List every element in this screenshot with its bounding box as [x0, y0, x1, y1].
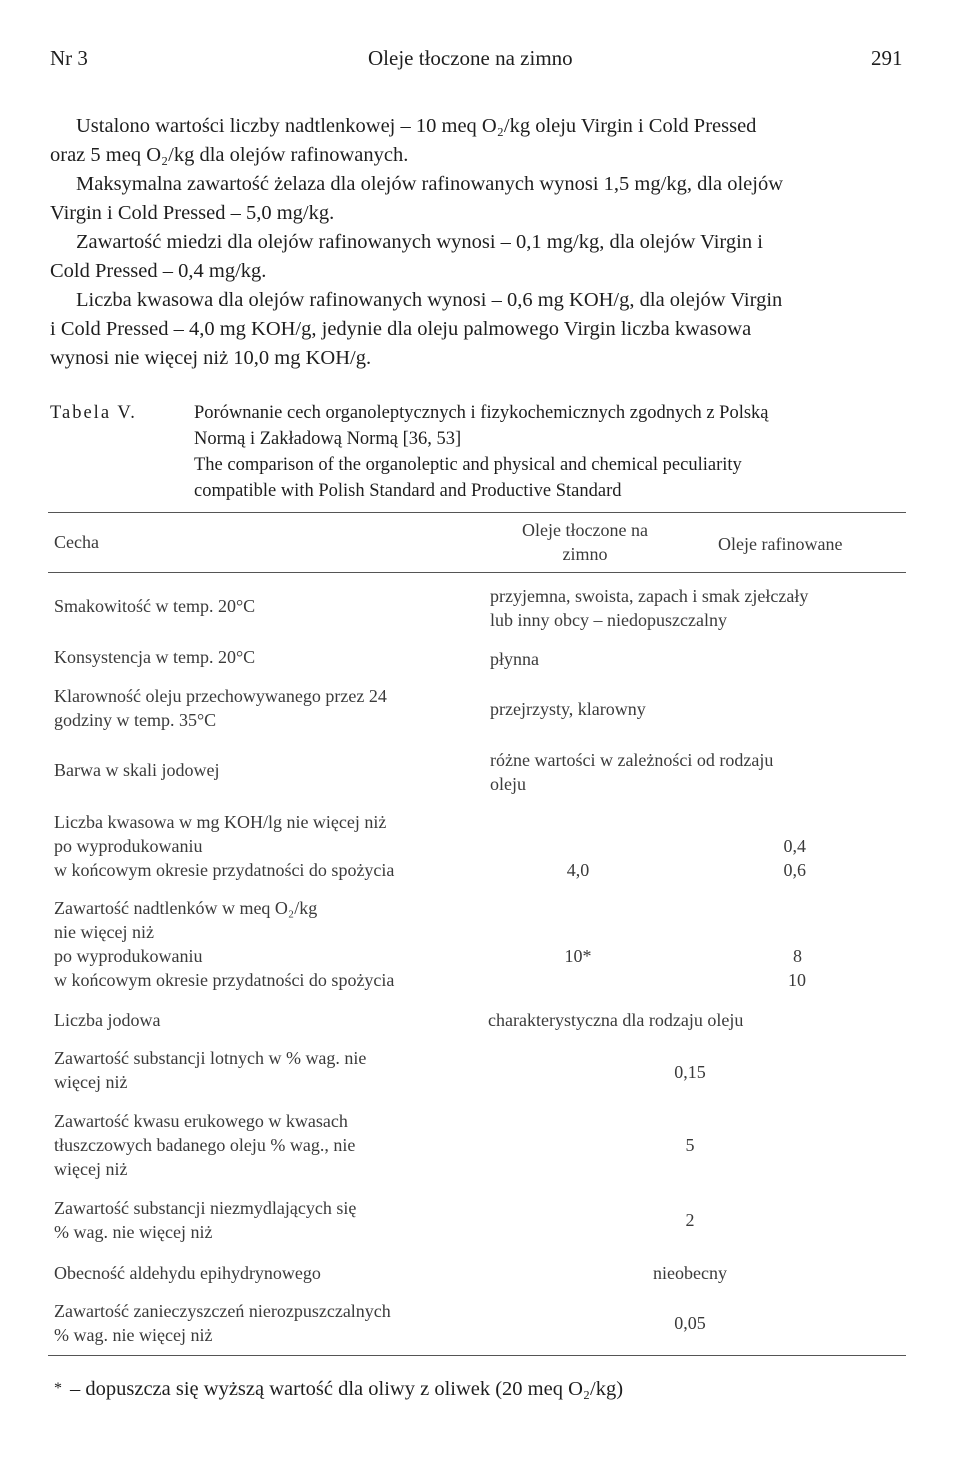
table-row-feature: tłuszczowych badanego oleju % wag., nie	[54, 1135, 356, 1155]
table-row-value: płynna	[490, 649, 539, 669]
table-row-feature: Zawartość nadtlenków w meq O₂/kg	[54, 898, 318, 918]
caption-line: The comparison of the organoleptic and physical and chemical peculiarity	[194, 455, 742, 475]
table-row-value: 0,6	[783, 860, 806, 880]
header-cold-pressed: Oleje tłoczone na	[522, 520, 648, 540]
table-row-feature: w końcowym okresie przydatności do spożycia	[54, 970, 395, 990]
caption-line: Normą i Zakładową Normą [36, 53]	[194, 429, 462, 449]
table-row-feature: % wag. nie więcej niż	[54, 1222, 213, 1242]
table-row-value: 2	[685, 1210, 695, 1230]
table-row-value: 4,0	[566, 860, 590, 880]
body-line: Maksymalna zawartość żelaza dla olejów rafinowanych wynosi 1,5 mg/kg, dla olejów	[76, 173, 784, 195]
table-row-feature: w końcowym okresie przydatności do spożycia	[54, 860, 395, 880]
page-number: 291	[871, 46, 903, 70]
table-row-value: przyjemna, swoista, zapach i smak zjełczały	[490, 586, 809, 606]
table-row-feature: Barwa w skali jodowej	[54, 760, 220, 780]
table-row-value: nieobecny	[653, 1263, 727, 1283]
table-label: Tabela V.	[50, 403, 137, 423]
table-row-feature: Liczba jodowa	[54, 1010, 161, 1030]
table-row-value: przejrzysty, klarowny	[490, 699, 646, 719]
body-line: wynosi nie więcej niż 10,0 mg KOH/g.	[50, 347, 372, 369]
table-row-feature: więcej niż	[54, 1159, 128, 1179]
body-line: Zawartość miedzi dla olejów rafinowanych wynosi – 0,1 mg/kg, dla olejów Virgin i	[76, 231, 763, 253]
table-bottom-rule	[48, 1355, 906, 1356]
caption-line: compatible with Polish Standard and Productive Standard	[194, 481, 622, 501]
table-row-value: 8	[793, 946, 802, 966]
header-refined: Oleje rafinowane	[718, 534, 843, 554]
table-row-feature: Zawartość substancji niezmydlających się	[54, 1198, 357, 1218]
table-row-value: lub inny obcy – niedopuszczalny	[490, 610, 727, 630]
table-row-feature: godziny w temp. 35°C	[54, 710, 217, 730]
footnote-text: – dopuszcza się wyższą wartość dla oliwy z oliwek (20 meq O₂/kg)	[70, 1378, 624, 1400]
table-row-feature: % wag. nie więcej niż	[54, 1325, 213, 1345]
table-row-value: 10	[788, 970, 806, 990]
table-row-feature: Zawartość zanieczyszczeń nierozpuszczalnych	[54, 1301, 391, 1321]
table-header-rule	[48, 572, 906, 573]
table-row-feature: Smakowitość w temp. 20°C	[54, 596, 256, 616]
table-row-value: 0,15	[674, 1062, 706, 1082]
table-row-feature: Obecność aldehydu epihydrynowego	[54, 1263, 321, 1283]
table-row-feature: Liczba kwasowa w mg KOH/lg nie więcej niż	[54, 812, 387, 832]
table-row-feature: po wyprodukowaniu	[54, 946, 203, 966]
body-line: i Cold Pressed – 4,0 mg KOH/g, jedynie dla oleju palmowego Virgin liczba kwasowa	[50, 318, 752, 340]
caption-line: Porównanie cech organoleptycznych i fizykochemicznych zgodnych z Polską	[194, 403, 769, 423]
table-row-value: 0,4	[783, 836, 806, 856]
table-row-value: 10*	[564, 946, 592, 966]
table-row-feature: Klarowność oleju przechowywanego przez 24	[54, 686, 387, 706]
body-line: Cold Pressed – 0,4 mg/kg.	[50, 260, 267, 282]
table-row-feature: więcej niż	[54, 1072, 128, 1092]
table-row-value: 0,05	[674, 1313, 706, 1333]
body-line: oraz 5 meq O₂/kg dla olejów rafinowanych.	[50, 144, 409, 166]
table-row-value: 5	[685, 1135, 695, 1155]
running-title: Oleje tłoczone na zimno	[368, 46, 573, 70]
table-row-feature: Zawartość substancji lotnych w % wag. nie	[54, 1048, 367, 1068]
table-row-value: oleju	[490, 774, 526, 794]
table-row-value: różne wartości w zależności od rodzaju	[490, 750, 774, 770]
body-line: Ustalono wartości liczby nadtlenkowej – 10 meq O₂/kg oleju Virgin i Cold Pressed	[76, 115, 757, 137]
journal-number: Nr 3	[50, 46, 88, 70]
table-row-feature: Zawartość kwasu erukowego w kwasach	[54, 1111, 348, 1131]
header-cold-pressed: zimno	[562, 544, 608, 564]
table-row-feature: nie więcej niż	[54, 922, 154, 942]
table-row-feature: po wyprodukowaniu	[54, 836, 203, 856]
table-row-value: charakterystyczna dla rodzaju oleju	[488, 1010, 744, 1030]
body-line: Liczba kwasowa dla olejów rafinowanych wynosi – 0,6 mg KOH/g, dla olejów Virgin	[76, 289, 783, 311]
footnote-marker: *	[54, 1380, 62, 1397]
table-top-rule	[48, 512, 906, 513]
table-row-feature: Konsystencja w temp. 20°C	[54, 647, 256, 667]
body-line: Virgin i Cold Pressed – 5,0 mg/kg.	[50, 202, 335, 224]
header-feature: Cecha	[54, 532, 99, 552]
